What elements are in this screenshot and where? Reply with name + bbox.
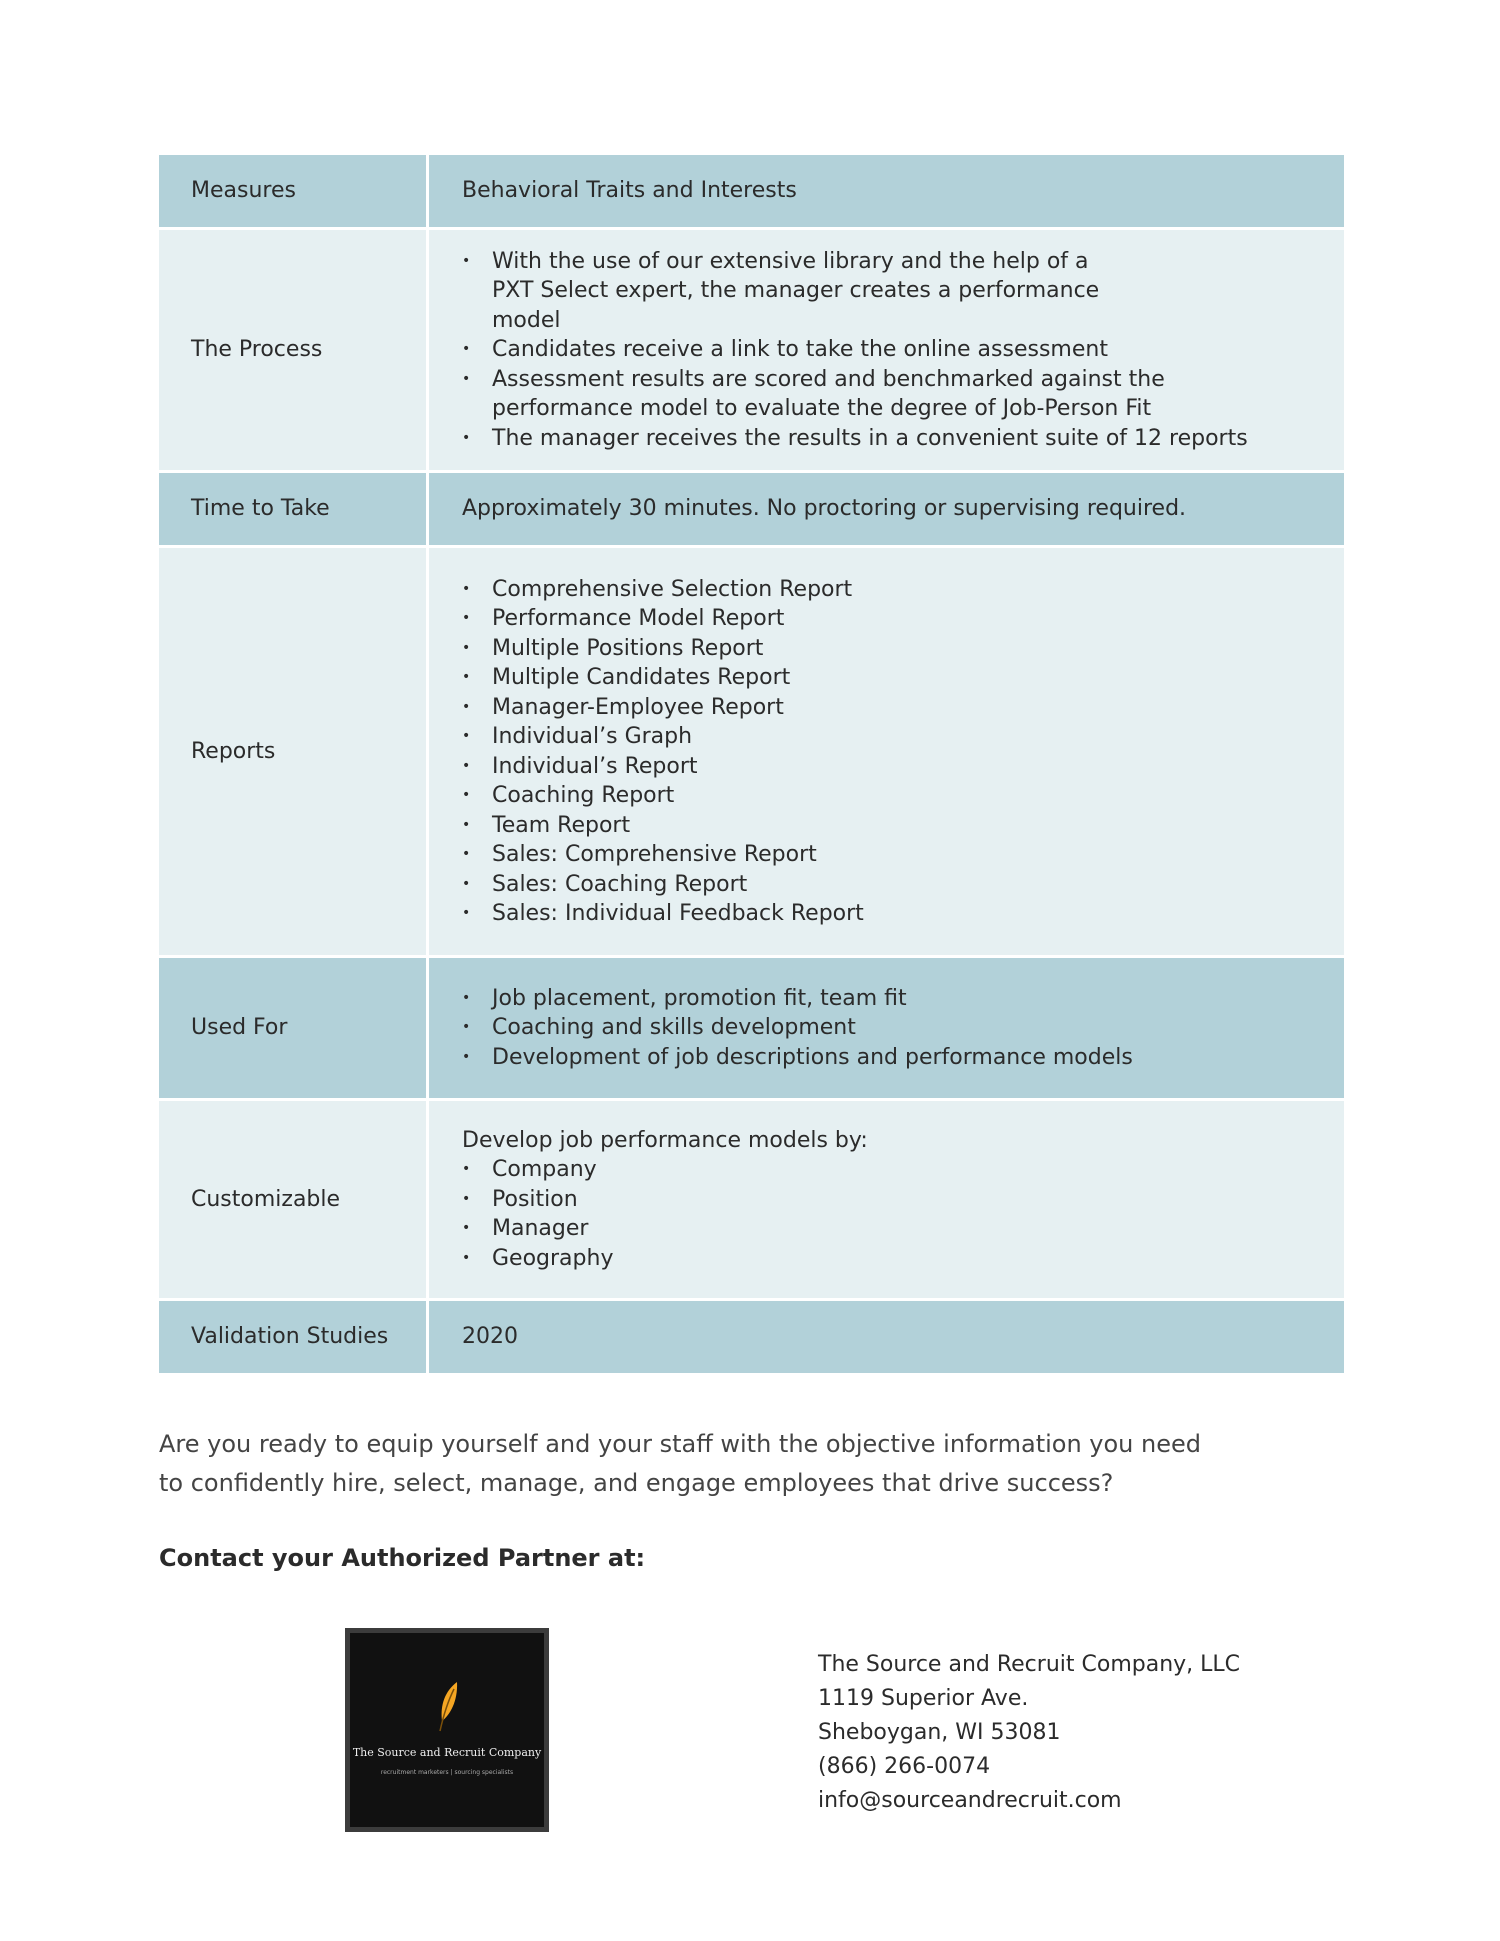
row-value: 2020 xyxy=(429,1301,1344,1376)
row-value xyxy=(429,230,1344,473)
list-item: • Position xyxy=(462,1185,1324,1215)
list-item: • Coaching Report xyxy=(462,781,1324,811)
row-value xyxy=(429,1101,1344,1301)
logo-tagline: recruitment marketers | sourcing specialists xyxy=(380,1769,514,1776)
list-item: • With the use of our extensive library and the help of a PXT Select expert, the manager creates a performance model xyxy=(462,247,1324,336)
row-value xyxy=(429,548,1344,958)
table-row xyxy=(159,1301,1344,1376)
row-label: Reports xyxy=(159,548,429,958)
row-value xyxy=(429,958,1344,1101)
list-item: • Individual’s Graph xyxy=(462,722,1324,752)
list-item: • Team Report xyxy=(462,811,1324,841)
customizable-intro: Develop job performance models by: xyxy=(462,1127,868,1153)
row-label: Used For xyxy=(159,958,429,1101)
list-item: • Sales: Individual Feedback Report xyxy=(462,899,1324,929)
list-item: • Coaching and skills development xyxy=(462,1013,1324,1043)
list-item: • Company xyxy=(462,1155,1324,1185)
address-street: 1119 Superior Ave. xyxy=(818,1686,1029,1711)
table-row xyxy=(159,473,1344,548)
contact-address xyxy=(818,1648,1240,1818)
table-row xyxy=(159,155,1344,230)
cta-line: Are you ready to equip yourself and your staff with the objective information you need xyxy=(159,1430,1201,1458)
list-item: • Candidates receive a link to take the online assessment xyxy=(462,335,1324,365)
table-row xyxy=(159,958,1344,1101)
list-item: • Development of job descriptions and performance models xyxy=(462,1043,1324,1073)
bullet-list xyxy=(462,247,1324,454)
list-item: • Job placement, promotion fit, team fit xyxy=(462,984,1324,1014)
list-item: • Multiple Candidates Report xyxy=(462,663,1324,693)
list-item: • Sales: Comprehensive Report xyxy=(462,840,1324,870)
list-item: • The manager receives the results in a convenient suite of 12 reports xyxy=(462,424,1324,454)
row-label: Customizable xyxy=(159,1101,429,1301)
list-item: • Comprehensive Selection Report xyxy=(462,575,1324,605)
row-label: Measures xyxy=(159,155,429,230)
address-email[interactable]: info@sourceandrecruit.com xyxy=(818,1788,1122,1813)
table-row xyxy=(159,230,1344,473)
list-item: • Sales: Coaching Report xyxy=(462,870,1324,900)
row-value: Approximately 30 minutes. No proctoring or supervising required. xyxy=(429,473,1344,548)
address-company: The Source and Recruit Company, LLC xyxy=(818,1652,1241,1677)
list-item: • Assessment results are scored and benchmarked against the performance model to evaluate the degree of Job-Person Fit xyxy=(462,365,1324,424)
assessment-info-table xyxy=(159,155,1344,1376)
list-item: • Geography xyxy=(462,1244,1324,1274)
address-phone: (866) 266-0074 xyxy=(818,1754,991,1779)
row-label: Time to Take xyxy=(159,473,429,548)
address-city: Sheboygan, WI 53081 xyxy=(818,1720,1061,1745)
list-item: • Individual’s Report xyxy=(462,752,1324,782)
call-to-action xyxy=(159,1425,1259,1503)
table-row xyxy=(159,548,1344,958)
list-item: • Performance Model Report xyxy=(462,604,1324,634)
feather-icon xyxy=(436,1681,462,1733)
company-logo xyxy=(345,1628,549,1832)
bullet-list xyxy=(462,1155,1324,1273)
contact-heading: Contact your Authorized Partner at: xyxy=(159,1544,646,1572)
row-value: Behavioral Traits and Interests xyxy=(429,155,1344,230)
list-item: • Manager xyxy=(462,1214,1324,1244)
table-row xyxy=(159,1101,1344,1301)
bullet-list xyxy=(462,575,1324,929)
bullet-list xyxy=(462,984,1324,1073)
row-label: The Process xyxy=(159,230,429,473)
list-item: • Multiple Positions Report xyxy=(462,634,1324,664)
list-item: • Manager-Employee Report xyxy=(462,693,1324,723)
row-label: Validation Studies xyxy=(159,1301,429,1376)
cta-line: to confidently hire, select, manage, and engage employees that drive success? xyxy=(159,1469,1114,1497)
logo-company-name: The Source and Recruit Company xyxy=(352,1746,542,1759)
